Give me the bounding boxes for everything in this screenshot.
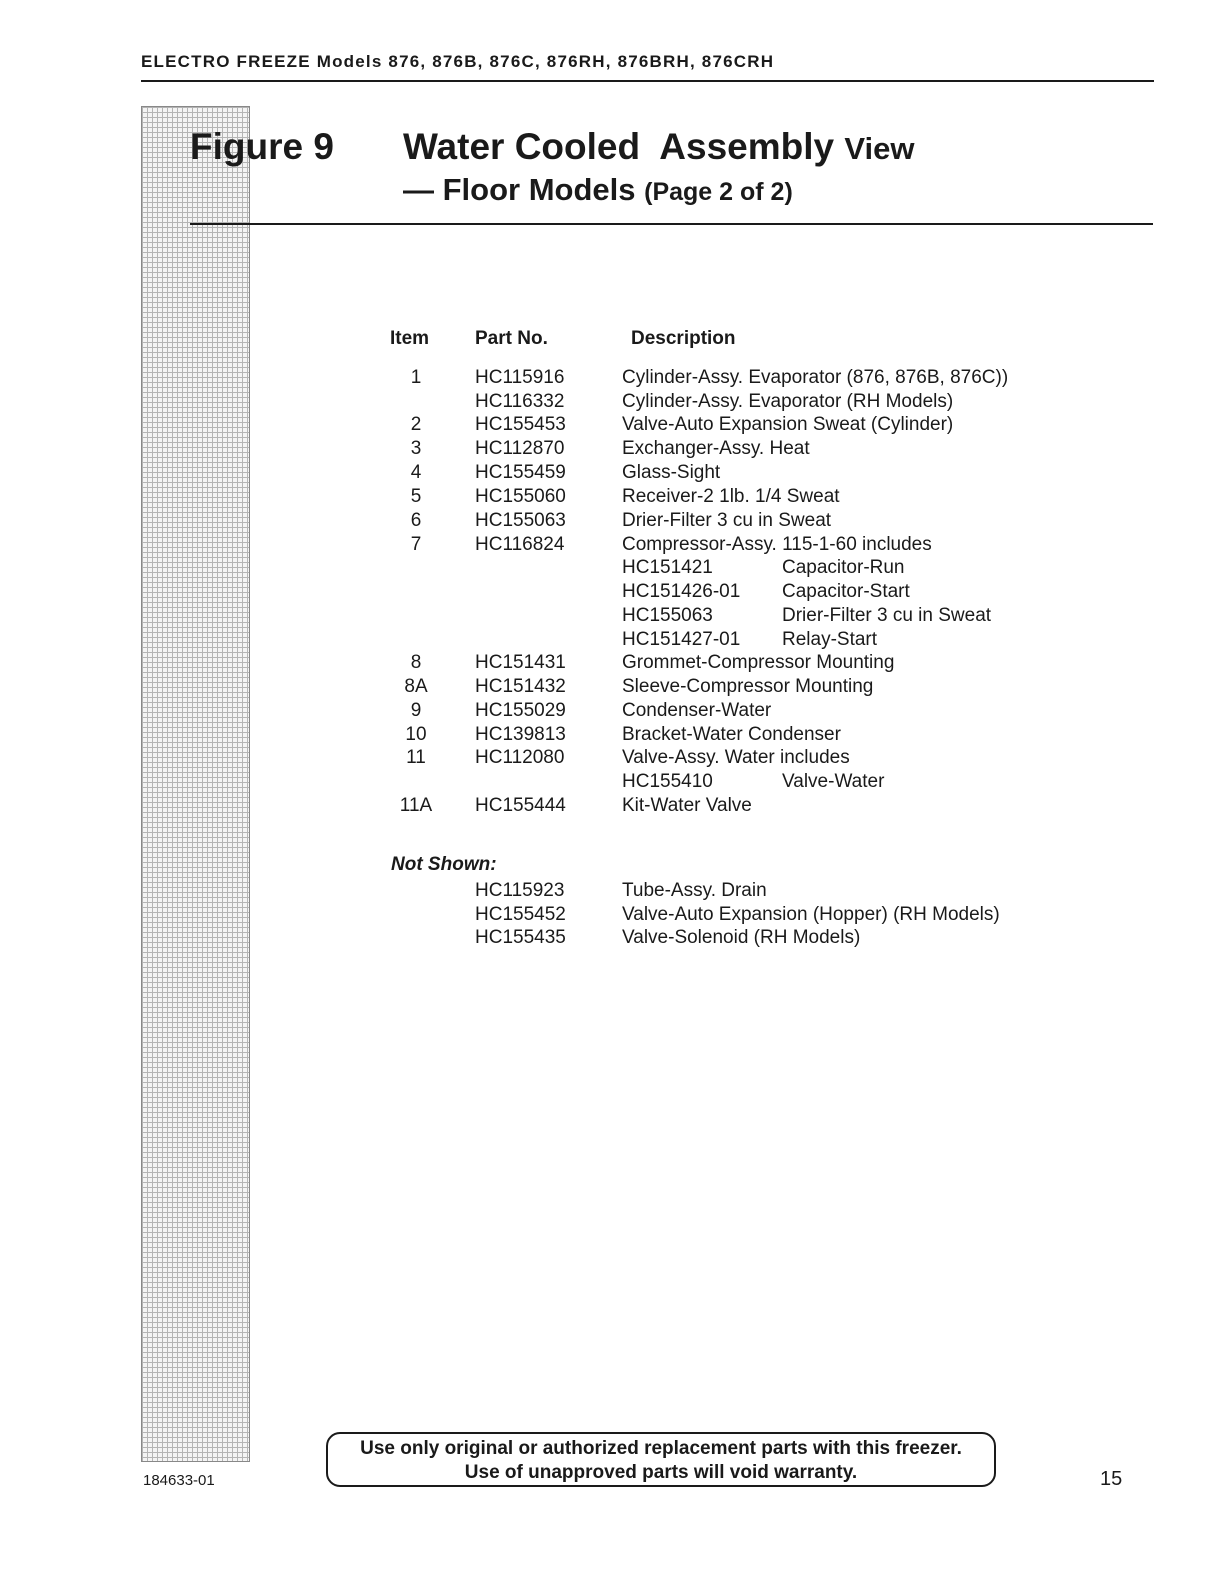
- part-number: HC116332: [475, 391, 565, 412]
- figure-subtitle-main: — Floor Models: [403, 172, 636, 207]
- part-description: Exchanger-Assy. Heat: [622, 438, 810, 459]
- part-number: HC115916: [475, 367, 565, 388]
- notice-line-1: Use only original or authorized replacement parts with this freezer.: [360, 1438, 962, 1459]
- sub-part-description: Drier-Filter 3 cu in Sweat: [782, 605, 992, 626]
- part-description: Bracket-Water Condenser: [622, 724, 841, 745]
- part-number: HC116824: [475, 534, 565, 555]
- part-number: HC115923: [475, 880, 565, 901]
- part-number: HC155060: [475, 486, 566, 507]
- part-number: HC151431: [475, 652, 566, 673]
- part-number: HC155459: [475, 462, 566, 483]
- column-header-part-no: Part No.: [475, 328, 548, 349]
- figure-title-main: Water Cooled Assembly: [403, 126, 835, 167]
- sub-part-description: Valve-Water: [782, 771, 885, 792]
- part-description: Valve-Auto Expansion Sweat (Cylinder): [622, 414, 954, 435]
- decorative-grid-strip: [141, 106, 250, 1462]
- item-number: 10: [405, 724, 427, 745]
- sub-part-description: Capacitor-Run: [782, 557, 905, 578]
- part-number: HC155453: [475, 414, 566, 435]
- page-header: ELECTRO FREEZE Models 876, 876B, 876C, 876RH, 876BRH, 876CRH: [141, 52, 775, 71]
- sub-part-description: Capacitor-Start: [782, 581, 910, 602]
- item-number: 5: [410, 486, 422, 507]
- warranty-notice-box: [326, 1432, 996, 1487]
- part-description: Cylinder-Assy. Evaporator (RH Models): [622, 391, 954, 412]
- column-header-item: Item: [390, 328, 430, 349]
- header-divider: [141, 80, 1154, 82]
- item-number: 9: [410, 700, 422, 721]
- item-number: 3: [410, 438, 422, 459]
- item-number: 4: [410, 462, 422, 483]
- title-divider: [190, 223, 1153, 225]
- not-shown-label: Not Shown:: [391, 854, 497, 875]
- part-number: HC112870: [475, 438, 565, 459]
- part-description: Valve-Solenoid (RH Models): [622, 927, 861, 948]
- document-number: 184633-01: [143, 1472, 215, 1489]
- item-number: 2: [410, 414, 422, 435]
- figure-label: Figure 9: [190, 126, 334, 167]
- notice-line-2: Use of unapproved parts will void warranty.: [464, 1462, 858, 1483]
- part-number: HC151432: [475, 676, 566, 697]
- part-number: HC155444: [475, 795, 566, 816]
- part-description: Valve-Assy. Water includes: [622, 747, 850, 768]
- sub-part-description: Relay-Start: [782, 629, 878, 650]
- part-number: HC155029: [475, 700, 566, 721]
- figure-title-line1: [403, 126, 914, 168]
- part-description: Glass-Sight: [622, 462, 721, 483]
- item-number: 8A: [404, 676, 428, 697]
- part-description: Drier-Filter 3 cu in Sweat: [622, 510, 832, 531]
- sub-part-number: HC155063: [622, 605, 713, 626]
- part-description: Grommet-Compressor Mounting: [622, 652, 895, 673]
- item-number: 6: [410, 510, 422, 531]
- part-description: Valve-Auto Expansion (Hopper) (RH Models): [622, 904, 1000, 925]
- figure-title-view: View: [844, 131, 915, 166]
- part-number: HC155435: [475, 927, 566, 948]
- item-number: 1: [410, 367, 422, 388]
- figure-subtitle-page: (Page 2 of 2): [644, 178, 793, 206]
- part-description: Kit-Water Valve: [622, 795, 752, 816]
- part-number: HC155063: [475, 510, 566, 531]
- part-number: HC139813: [475, 724, 566, 745]
- part-description: Tube-Assy. Drain: [622, 880, 767, 901]
- part-description: Cylinder-Assy. Evaporator (876, 876B, 876C)): [622, 367, 1009, 388]
- item-number: 11: [406, 747, 426, 768]
- part-description: Sleeve-Compressor Mounting: [622, 676, 874, 697]
- item-number: 7: [410, 534, 422, 555]
- sub-part-number: HC155410: [622, 771, 713, 792]
- sub-part-number: HC151426-01: [622, 581, 741, 602]
- item-number: 11A: [399, 795, 433, 816]
- sub-part-number: HC151427-01: [622, 629, 741, 650]
- page-number: 15: [1100, 1468, 1123, 1490]
- column-header-description: Description: [631, 328, 736, 349]
- part-number: HC155452: [475, 904, 566, 925]
- part-description: Receiver-2 1lb. 1/4 Sweat: [622, 486, 840, 507]
- part-description: Condenser-Water: [622, 700, 772, 721]
- sub-part-number: HC151421: [622, 557, 713, 578]
- item-number: 8: [410, 652, 422, 673]
- part-number: HC112080: [475, 747, 565, 768]
- figure-title-line2: [403, 172, 793, 208]
- part-description: Compressor-Assy. 115-1-60 includes: [622, 534, 932, 555]
